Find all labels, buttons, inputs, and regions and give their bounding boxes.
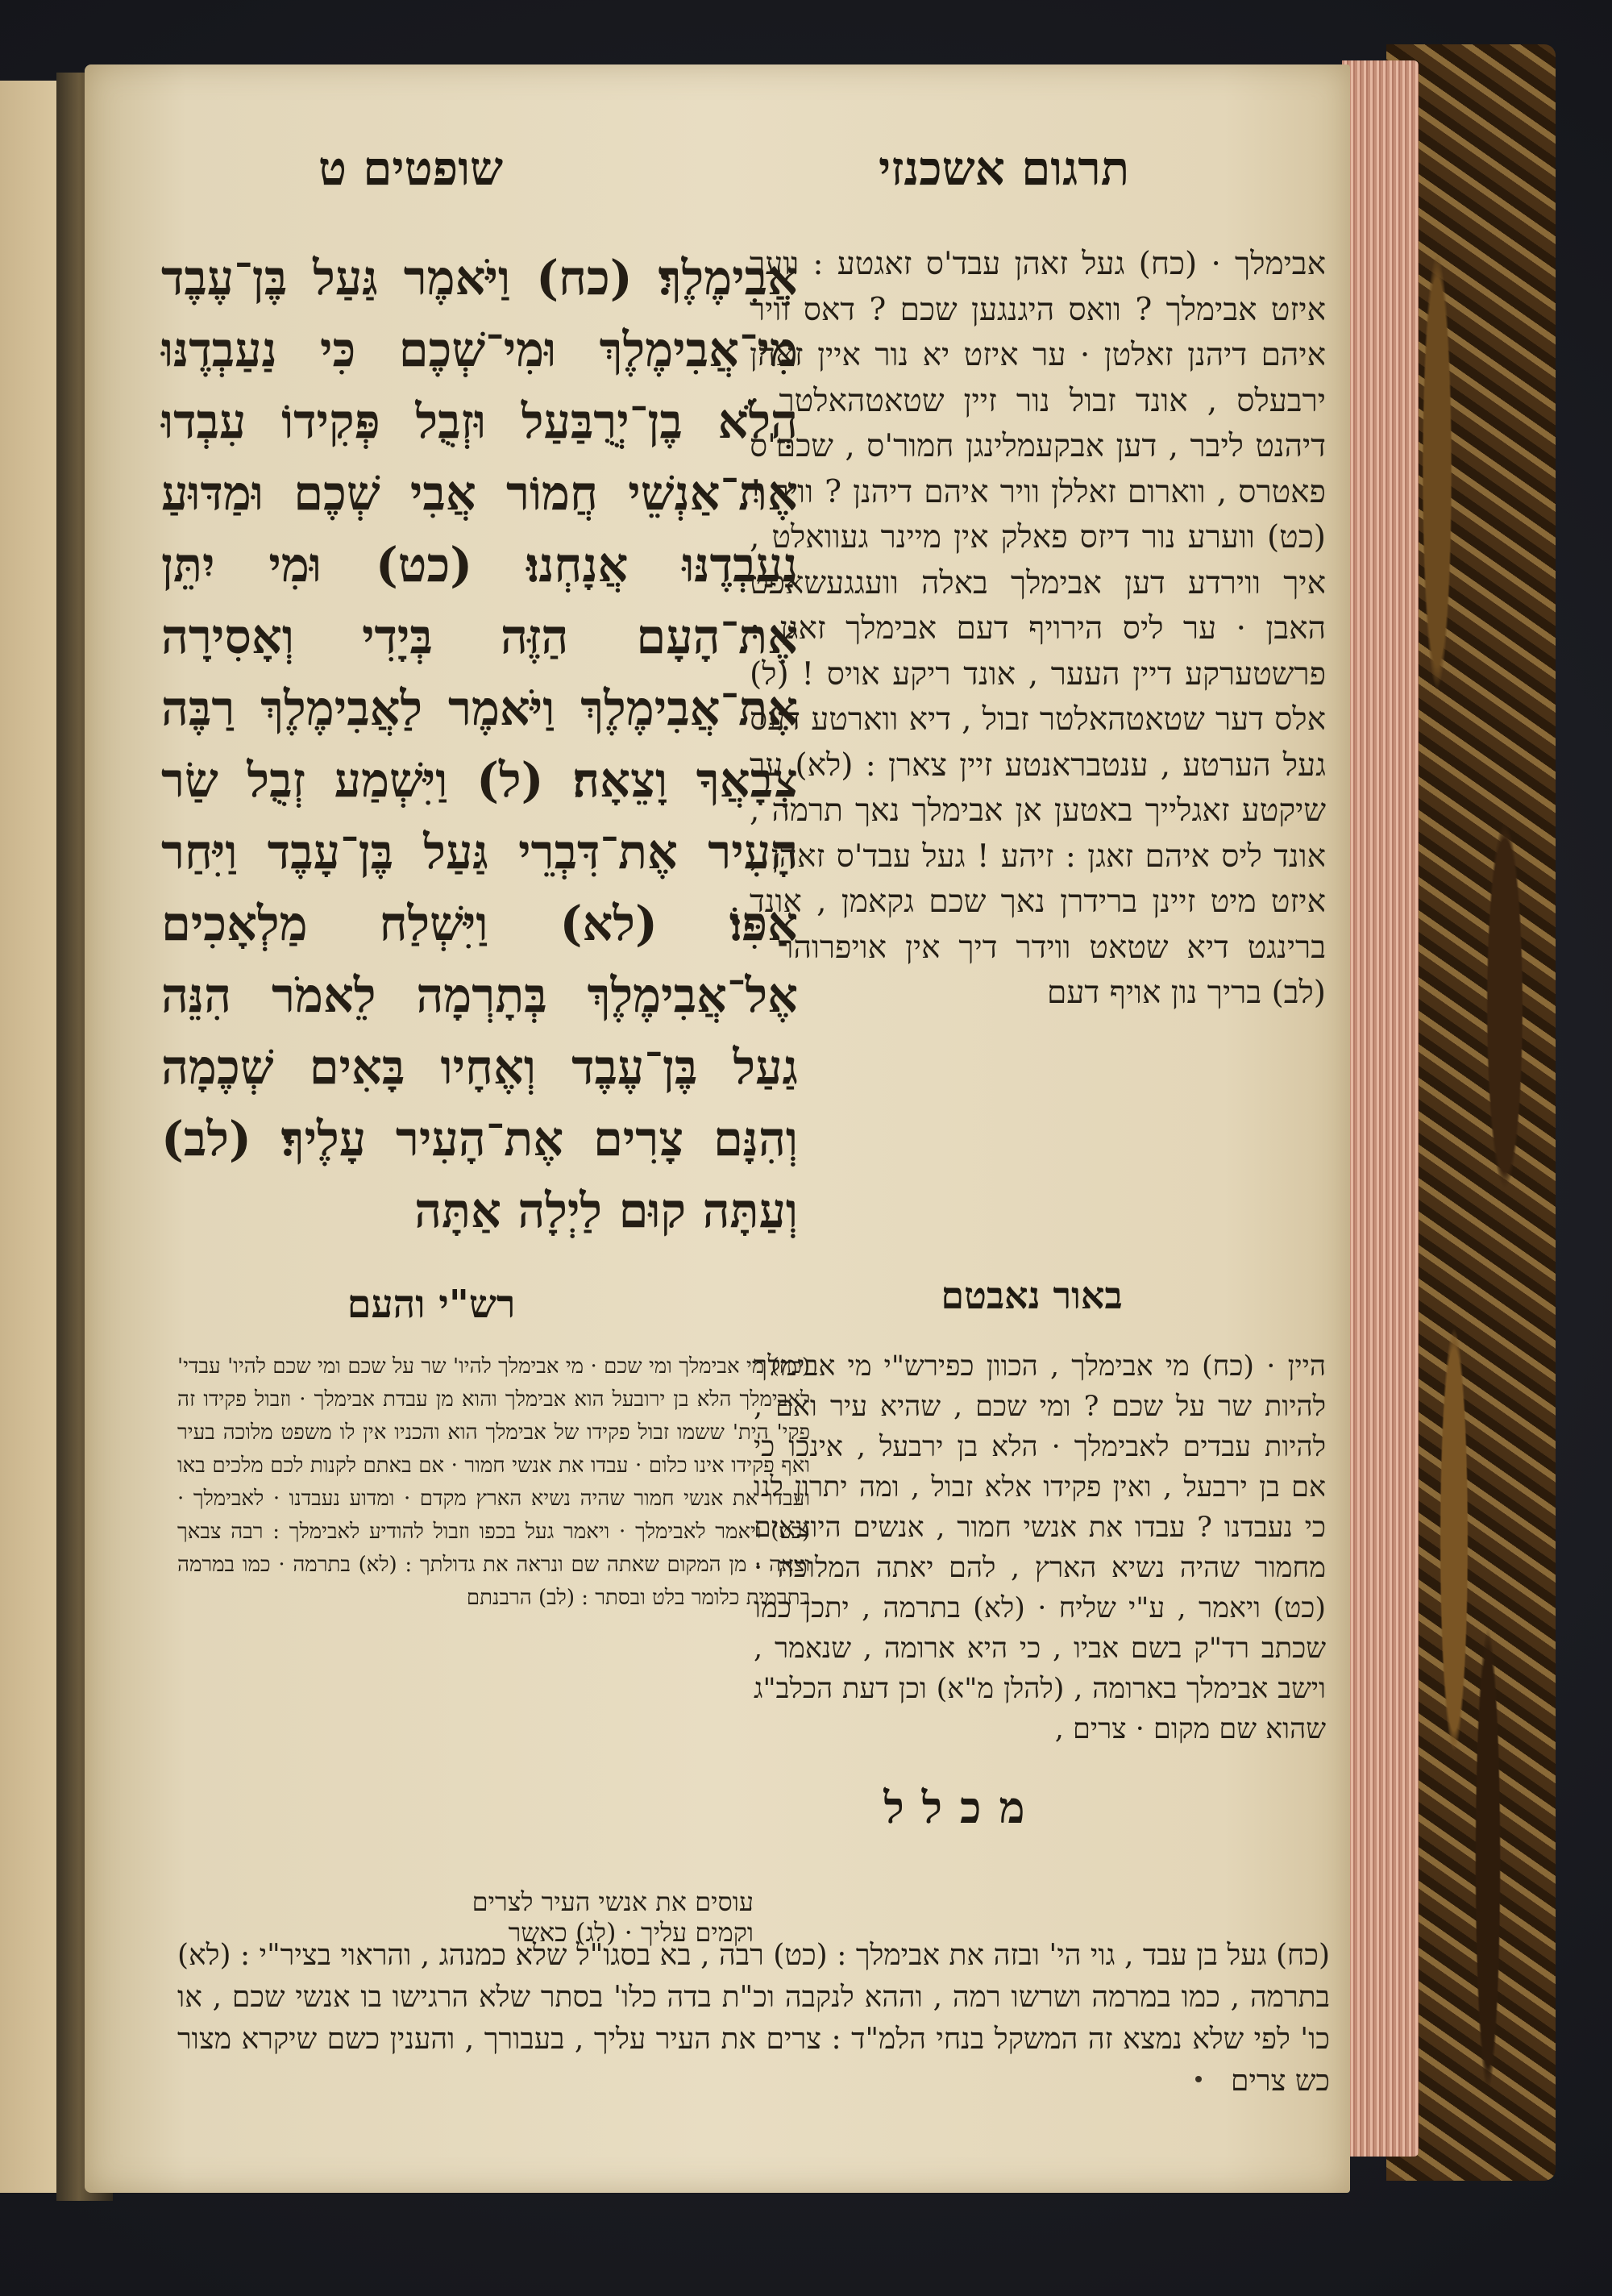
rashi-section-title: רש"י והעם xyxy=(347,1282,516,1327)
page-header-translation-title: תרגום אשכנזי xyxy=(879,141,1130,196)
book-page xyxy=(85,64,1350,2193)
rashi-continuation: עוסים את אנשי העיר לצרים וקמים עליך · (לג) כאשר xyxy=(472,1886,754,1948)
michlal-yofi-commentary: (כח) געל בן עבד , גוי הי' ובזה את אבימלך : (כט) רבה , בא בסגו"ל שלא כמנהג , והראוי בציר"י : (לא) בתרמה , כמו במרמה ושרשו רמה , וההא לנקבה וכ"ת בדה כלו' בסתר שלא הרגישו בו אנשי שכם , או כו' לפי שלא נמצא זה המשקל בנחי הלמ"ד : צרים את העיר עליך , בעבורך , והענין כשם שיקרא מצור כש צרים xyxy=(177,1939,1330,2098)
hebrew-text-column: אֲבִימֶלֶךְ׃ (כח) וַיֹּאמֶר גַּעַל בֶּן־עֶבֶד מִי־אֲבִימֶלֶךְ וּמִי־שְׁכֶם כִּי נַעַבְדֶנּוּ הֲלֹא בֶן־יְרֻבַּעַל וּזְבֻל פְּקִידוֹ עִבְדוּ אֶת־אַנְשֵׁי חֲמוֹר אֲבִי שְׁכֶם וּמַדּוּעַ נַעַבְדֶנּוּ אֲנָחְנוּ׃ (כט) וּמִי יִתֵּן אֶת־הָעָם הַזֶּה בְּיָדִי וְאָסִירָה אֶת־אֲבִימֶלֶךְ וַיֹּאמֶר לַאֲבִימֶלֶךְ רַבֶּה צְבָאֲךָ וָצֵאָה׃ (ל) וַיִּשְׁמַע זְבֻל שַׂר הָעִיר אֶת־דִּבְרֵי גַּעַל בֶּן־עָבֶד וַיִּחַר אַפּוֹ׃ (לא) וַיִּשְׁלַח מַלְאָכִים אֶל־אֲבִימֶלֶךְ בְּתָרְמָה לֵאמֹר הִנֵּה גַעַל בֶּן־עֶבֶד וְאֶחָיו בָּאִים שְׁכֶמָה וְהִנָּם צָרִים אֶת־הָעִיר עָלֶיךָ׃ (לב) וְעַתָּה קוּם לַיְלָה אַתָּה xyxy=(161,250,798,1238)
yiddish-translation-column: אבימלך · (כח) געל זאהן עבד'ס זאגטע : ווער איזט אבימלך ? וואס היגנגען שכם ? דאס וויר איהם דיהנן זאלטן · ער איזט יא נור איין זאהן ירבעלס , אונד זבול נור זיין שטאטהאלטר · דיהנט ליבר , דען אבקעמלינגן חמור'ס , שכם'ס פאטרס , ווארום זאללן וויר איהם דיהנן ? וויר ! (כט) ווערע נור דיזס פאלק אין מיינר געוואלט , איך ווירדע דען אבימלך באלה וועגגעשאפט האבן · ער ליס הירויף דעם אבימלך זאגן : פרשטערקע דיין העער , אונד ריקע אויס ! (ל) אלס דער שטאטהאלטר זבול , דיא ווארטע דעס געל הערטע , ענטבראנטע זיין צארן : (לא) ער שיקטע זאגלייך באטען אן אבימלך נאך תרמה , אונד ליס איהם זאגן : זיהע ! געל עבד'ס זאהן , איזט מיט זיינן ברידרן נאך שכם גקאמן , אונד ברינגט דיא שטאט ווידר דיך אין אויפרוהר · (לב) בריך נון אויף דעם xyxy=(750,246,1326,1011)
michlal-yofi-title: מכלל xyxy=(883,1782,1043,1833)
ink-dot xyxy=(1195,2076,1202,2082)
page-header-book-title: שופטים ט xyxy=(318,141,504,196)
page-edges xyxy=(1342,60,1419,2157)
beur-section-title: באור נאבטם xyxy=(941,1274,1123,1317)
rashi-commentary: (כח) מי אבימלך ומי שכם · מי אבימלך להיו' שר על שכם ומי שכם להיו' עבדי' לאבימלך הלא בן ירובעל הוא אבימלך והוא מן עבדת אבימלך · וזבול פקידו זה פקי' הית' ששמו זבול פקידו של אבימלך הוא והכניו אין לו משפט מלוכה בעיר ואף פקידו אינו כלום · עבדו את אנשי חמור · אם באתם לקנות לכם מלכים באו ועבדו את אנשי חמור שהיה נשיא הארץ מקדם · ומדוע נעבדנו · לאבימלך · (כט) ויאמר לאבימלך · ויאמר געל בכפו וזבול להודיע לאבימלך : רבה צבאך וצאה · מן המקום שאתה שם ונראה את גדולתך : (לא) בתרמה · כמו במרמה בתרמית כלומר בלט ובסתר : (לב) הרבנתם xyxy=(177,1354,811,1610)
beur-commentary: היין · (כח) מי אבימלך , הכוון כפירש"י מי אבימלך להיות שר על שכם ? ומי שכם , שהיא עיר ואם , להיות עבדים לאבימלך · הלא בן ירבעל , אינכו כי אם בן ירבעל , ואין פקידו אלא זבול , ומה יתרון לנו כי נעבדנו ? עבדו את אנשי חמור , אנשים היוצאים מחמור שהיה נשיא הארץ , להם יאתה המלוכה · (כט) ויאמר , ע"י שליח · (לא) בתרמה , יתכן כמו שכתב רד"ק בשם אביו , כי היא ארומה , שנאמר , וישב אבימלך בארומה , (להלן מ"א) וכן דעת הכלב"ג שהוא שם מקום · צרים , xyxy=(754,1350,1326,1745)
